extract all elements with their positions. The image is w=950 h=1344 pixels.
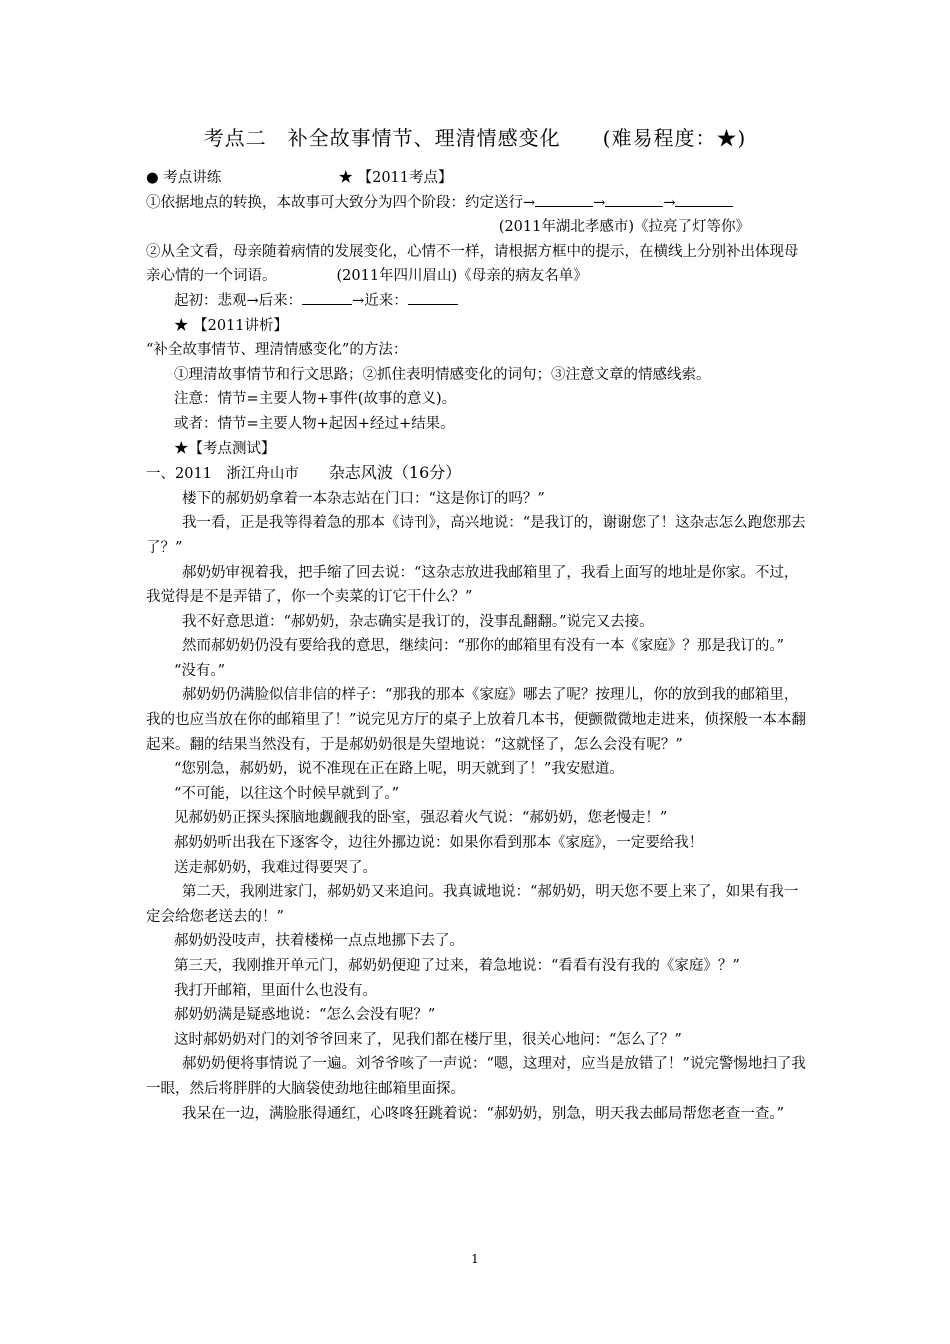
story-paragraph: 我不好意思道：“郝奶奶，杂志确实是我订的，没事乱翻翻。”说完又去接。 bbox=[182, 613, 654, 630]
story-paragraph: 送走郝奶奶，我难过得要哭了。 bbox=[174, 859, 377, 876]
story-paragraph: 我打开邮箱，里面什么也没有。 bbox=[174, 982, 377, 999]
note-line: 或者：情节=主要人物+起因+经过+结果。 bbox=[174, 415, 455, 432]
page-number: 1 bbox=[471, 1252, 479, 1266]
story-paragraph: “不可能，以往这个时候早就到了。” bbox=[174, 785, 400, 802]
answer-blank bbox=[408, 290, 458, 305]
question-2-source: (2011年四川眉山)《母亲的病友名单》 bbox=[336, 268, 588, 285]
question-1-source: (2011年湖北孝感市)《拉亮了灯等你》 bbox=[498, 219, 750, 236]
answer-blank bbox=[302, 290, 352, 305]
story-title: 杂志风波（16分） bbox=[328, 463, 462, 483]
story-paragraph: “您别急，郝奶奶，说不准现在正在路上呢，明天就到了！”我安慰道。 bbox=[174, 761, 624, 778]
question-1: ①依据地点的转换，本故事可大致分为四个阶段：约定送行→ → → bbox=[146, 191, 808, 216]
story-paragraph: 第三天，我刚推开单元门，郝奶奶便迎了过来，着急地说：“看看有没有我的《家庭》？” bbox=[174, 958, 740, 974]
section-header bbox=[146, 166, 808, 191]
question-2-fill: 起初：悲观→后来： →近来： bbox=[146, 289, 808, 314]
answer-blank bbox=[535, 192, 593, 207]
section-year-label: ★ 【2011考点】 bbox=[338, 170, 453, 186]
question-2: ②从全文看，母亲随着病情的发展变化，心情不一样，请根据方框中的提示，在横线上分别补出体现母亲心情的一个词语。 (2011年四川眉山)《母亲的病友名单》 bbox=[146, 243, 799, 285]
story-paragraph: 见郝奶奶正探头探脑地觑觎我的卧室，强忍着火气说：“郝奶奶，您老慢走！” bbox=[174, 810, 668, 827]
story-paragraph: 郝奶奶便将事情说了一遍。刘爷爷咳了一声说：“嗯，这理对，应当是放错了！”说完警惕地扫了我一眼，然后将胖胖的大脑袋使劲地往邮箱里面探。 bbox=[146, 1056, 806, 1097]
story-paragraph: 楼下的郝奶奶拿着一本杂志站在门口：“这是你订的吗？” bbox=[182, 490, 545, 507]
story-paragraph: 郝奶奶审视着我，把手缩了回去说：“这杂志放进我邮箱里了，我看上面写的地址是你家。不过，我觉得是不是弄错了，你一个卖菜的订它干什么？” bbox=[146, 564, 799, 606]
story-paragraph: 郝奶奶听出我在下逐客令，边往外挪边说：如果你看到那本《家庭》，一定要给我！ bbox=[174, 835, 704, 852]
story-paragraph: 第二天，我刚进家门，郝奶奶又来追问。我真诚地说：“郝奶奶，明天您不要上来了，如果有我一定会给您老送去的！” bbox=[146, 884, 799, 925]
section-label: ● 考点讲练 bbox=[146, 170, 222, 186]
page-title: 考点二 补全故事情节、理清情感变化 (难易程度：★) bbox=[203, 126, 747, 150]
document-body bbox=[146, 166, 808, 1126]
story-paragraph: 然而郝奶奶仍没有要给我的意思，继续问：“那你的邮箱里有没有一本《家庭》？那是我订的。” bbox=[182, 638, 785, 655]
story-paragraph: 我一看，正是我等得着急的那本《诗刊》，高兴地说：“是我订的，谢谢您了！这杂志怎么跑您那去了？” bbox=[146, 515, 806, 556]
answer-blank bbox=[675, 192, 733, 207]
answer-blank bbox=[605, 192, 663, 207]
story-paragraph: 这时郝奶奶对门的刘爷爷回来了，见我们都在楼厅里，很关心地问：“怎么了？” bbox=[174, 1031, 682, 1048]
story-paragraph: “没有。” bbox=[174, 662, 226, 679]
test-header: ★【考点测试】 bbox=[174, 440, 276, 457]
note-line: 注意：情节=主要人物+事件(故事的意义)。 bbox=[174, 391, 457, 408]
story-paragraph: 郝奶奶没吱声，扶着楼梯一点点地挪下去了。 bbox=[174, 933, 464, 950]
analysis-header: ★ 【2011讲析】 bbox=[174, 317, 289, 334]
story-paragraph: 我呆在一边，满脸胀得通红，心咚咚狂跳着说：“郝奶奶，别急，明天我去邮局帮您老查一查。” bbox=[182, 1105, 785, 1122]
method-intro: “补全故事情节、理清情感变化”的方法： bbox=[146, 342, 408, 359]
method-steps: ①理清故事情节和行文思路；②抓住表明情感变化的词句；③注意文章的情感线索。 bbox=[174, 366, 711, 383]
story-heading: 一、2011 浙江舟山市 杂志风波（16分） bbox=[146, 463, 462, 483]
story-paragraph: 郝奶奶仍满脸似信非信的样子：“那我的那本《家庭》哪去了呢？按理儿，你的放到我的邮箱里，我的也应当放在你的邮箱里了！”说完见方厅的桌子上放着几本书，便颤微微地走进来，侦探般一本本翻起来。翻的结果当然没有，于是郝奶奶很是失望地说：“这就怪了，怎么会没有呢？” bbox=[146, 687, 806, 753]
story-paragraph: 郝奶奶满是疑惑地说：“怎么会没有呢？” bbox=[174, 1007, 436, 1024]
